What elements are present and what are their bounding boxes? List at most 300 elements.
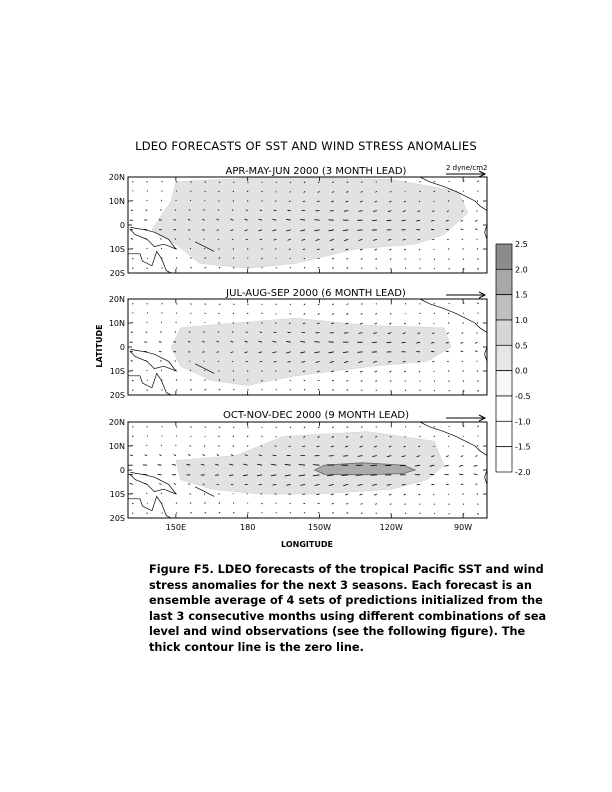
figure-caption xyxy=(149,562,547,656)
forecast-panel-jas xyxy=(109,288,487,400)
wind-vector xyxy=(132,258,133,259)
colorbar-swatch xyxy=(496,421,512,446)
wind-vector xyxy=(159,220,162,221)
wind-vector xyxy=(162,436,163,437)
wind-vector xyxy=(449,303,450,304)
wind-vector xyxy=(361,304,363,305)
wind-vector xyxy=(190,258,191,259)
wind-vector xyxy=(448,322,449,323)
colorbar-label: 0.5 xyxy=(515,341,528,351)
wind-vector xyxy=(190,200,191,201)
wind-vector xyxy=(261,503,262,504)
wind-vector xyxy=(131,360,133,361)
wind-vector xyxy=(132,303,133,304)
wind-vector xyxy=(130,351,133,352)
wind-vector xyxy=(433,494,434,495)
wind-vector xyxy=(304,389,305,390)
wind-vector xyxy=(128,474,133,475)
wind-vector xyxy=(360,371,363,372)
coastline xyxy=(128,251,171,273)
wind-vector xyxy=(233,389,234,390)
latitude-tick: 0 xyxy=(119,466,125,475)
wind-vector xyxy=(448,494,449,495)
wind-vector xyxy=(217,455,219,456)
wind-vector xyxy=(375,313,377,314)
wind-vector xyxy=(162,503,163,504)
wind-vector xyxy=(462,333,463,334)
wind-vector xyxy=(176,513,177,514)
wind-vector xyxy=(375,504,377,505)
wind-vector xyxy=(176,258,177,259)
wind-vector xyxy=(190,445,191,446)
wind-vector xyxy=(390,504,391,505)
wind-vector xyxy=(162,380,163,381)
wind-vector xyxy=(176,191,177,192)
wind-vector xyxy=(419,313,420,314)
colorbar xyxy=(496,240,531,477)
wind-vector xyxy=(205,502,206,503)
colorbar-swatch xyxy=(496,320,512,345)
wind-vector xyxy=(385,465,391,466)
wind-vector xyxy=(389,249,391,250)
wind-vector xyxy=(448,370,449,371)
wind-vector xyxy=(461,456,463,457)
wind-vector xyxy=(247,248,248,249)
wind-vector xyxy=(405,259,406,260)
wind-vector xyxy=(361,381,363,382)
wind-vector xyxy=(477,322,478,323)
wind-vector xyxy=(218,493,219,494)
wind-vector xyxy=(131,238,133,239)
wind-vector xyxy=(431,229,434,230)
panel-title: OCT-NOV-DEC 2000 (9 MONTH LEAD) xyxy=(222,410,410,421)
wind-vector xyxy=(476,333,477,334)
wind-vector xyxy=(331,494,334,495)
wind-vector xyxy=(233,248,234,249)
wind-vector xyxy=(190,248,191,249)
latitude-tick: 20S xyxy=(109,269,125,278)
wind-vector xyxy=(405,513,406,514)
caption-line: stress anomalies for the next 3 seasons. Each forecast is an xyxy=(149,578,532,592)
wind-vector xyxy=(147,436,148,437)
wind-vector xyxy=(346,313,348,314)
wind-vector xyxy=(132,436,133,437)
wind-vector xyxy=(448,446,449,447)
wind-vector xyxy=(434,390,435,391)
wind-vector xyxy=(248,182,249,183)
wind-vector xyxy=(218,445,219,446)
wind-vector xyxy=(172,465,176,466)
wind-vector xyxy=(434,303,435,304)
wind-vector xyxy=(261,380,262,381)
wind-vector xyxy=(189,239,190,240)
wind-vector xyxy=(405,268,406,269)
anomaly-region xyxy=(171,318,451,385)
wind-vector xyxy=(247,322,248,323)
wind-vector xyxy=(204,445,205,446)
wind-vector xyxy=(404,371,406,372)
wind-vector xyxy=(289,201,291,202)
wind-vector xyxy=(304,267,305,268)
wind-vector xyxy=(463,381,464,382)
wind-vector xyxy=(404,249,406,250)
wind-vector xyxy=(147,303,148,304)
latitude-tick: 0 xyxy=(119,343,125,352)
wind-vector xyxy=(260,239,262,240)
colorbar-swatch xyxy=(496,447,512,472)
wind-vector xyxy=(448,436,449,437)
wind-vector xyxy=(391,426,392,427)
wind-vector xyxy=(419,390,420,391)
wind-vector xyxy=(162,191,163,192)
wind-vector xyxy=(233,493,234,494)
wind-vector xyxy=(132,268,133,269)
wind-vector xyxy=(434,313,435,314)
wind-vector xyxy=(176,390,177,391)
wind-vector xyxy=(446,456,449,457)
wind-vector xyxy=(144,229,147,230)
wind-vector xyxy=(162,258,163,259)
wind-vector xyxy=(475,342,477,343)
wind-vector xyxy=(461,220,464,221)
wind-vector xyxy=(347,427,349,428)
wind-vector xyxy=(419,191,420,192)
vector-key-label: 2 dyne/cm2 xyxy=(446,164,488,172)
wind-vector xyxy=(132,248,133,249)
wind-vector xyxy=(474,465,478,466)
latitude-tick: 0 xyxy=(119,221,125,230)
wind-vector xyxy=(158,465,162,466)
wind-vector xyxy=(190,503,191,504)
wind-vector xyxy=(218,200,219,201)
wind-vector xyxy=(233,200,234,201)
wind-vector xyxy=(475,456,477,457)
wind-vector xyxy=(419,494,421,495)
wind-vector xyxy=(143,474,147,475)
wind-vector xyxy=(390,259,391,260)
wind-vector xyxy=(261,191,262,192)
wind-vector xyxy=(475,220,477,221)
wind-vector xyxy=(332,427,334,428)
wind-vector xyxy=(318,304,320,305)
wind-vector xyxy=(430,474,435,475)
wind-vector xyxy=(375,259,377,260)
wind-vector xyxy=(360,323,363,324)
wind-vector xyxy=(405,381,406,382)
wind-vector xyxy=(130,229,133,230)
wind-vector xyxy=(159,455,161,456)
wind-vector xyxy=(448,200,449,201)
wind-vector xyxy=(233,313,234,314)
wind-vector xyxy=(419,249,420,250)
wind-vector xyxy=(248,267,249,268)
wind-vector xyxy=(176,436,177,437)
wind-vector xyxy=(303,371,305,372)
anomaly-shading xyxy=(152,177,468,268)
wind-vector xyxy=(188,484,190,485)
wind-vector xyxy=(405,426,406,427)
wind-vector xyxy=(477,181,478,182)
wind-vector xyxy=(160,210,161,211)
forecast-panel-ond xyxy=(109,410,487,523)
coastline xyxy=(130,472,176,494)
wind-vector xyxy=(146,332,148,333)
wind-vector xyxy=(261,248,262,249)
wind-vector xyxy=(448,313,449,314)
x-axis-label: LONGITUDE xyxy=(281,540,333,549)
wind-vector xyxy=(332,268,334,269)
wind-vector xyxy=(418,361,420,362)
wind-vector xyxy=(477,445,478,446)
wind-vector xyxy=(290,389,291,390)
wind-vector xyxy=(345,494,348,495)
wind-vector xyxy=(405,181,406,182)
wind-vector xyxy=(190,513,192,514)
wind-vector xyxy=(131,210,133,211)
longitude-tick: 180 xyxy=(240,523,256,532)
wind-vector xyxy=(419,426,420,427)
coastline xyxy=(128,373,171,395)
forecast-panel-amj xyxy=(109,164,488,278)
wind-vector xyxy=(290,304,291,305)
wind-vector xyxy=(303,249,305,250)
colorbar-label: 1.0 xyxy=(515,316,528,325)
wind-vector xyxy=(318,512,320,513)
wind-vector xyxy=(147,426,148,427)
wind-vector xyxy=(405,390,406,391)
wind-vector xyxy=(248,389,249,390)
latitude-tick: 20S xyxy=(109,514,125,523)
wind-vector xyxy=(132,200,133,201)
wind-vector xyxy=(248,427,249,428)
wind-vector xyxy=(477,426,478,427)
wind-vector xyxy=(247,191,248,192)
wind-vector xyxy=(247,370,248,371)
wind-vector xyxy=(274,210,277,211)
wind-vector xyxy=(290,512,291,513)
wind-vector xyxy=(276,258,277,259)
wind-vector xyxy=(147,268,148,269)
wind-vector xyxy=(188,454,190,455)
wind-vector xyxy=(419,268,420,269)
caption-line: last 3 consecutive months using different combinations of sea xyxy=(149,609,547,623)
wind-vector xyxy=(204,493,205,494)
wind-vector xyxy=(449,426,450,427)
wind-vector xyxy=(318,313,320,314)
wind-vector xyxy=(332,304,334,305)
wind-vector xyxy=(375,249,377,250)
wind-vector xyxy=(205,427,206,428)
wind-vector xyxy=(449,259,450,260)
wind-vector xyxy=(434,268,435,269)
wind-vector xyxy=(434,371,435,372)
wind-vector xyxy=(233,304,234,305)
wind-vector xyxy=(147,445,148,446)
latitude-tick: 20N xyxy=(108,295,125,304)
wind-vector xyxy=(290,267,291,268)
latitude-tick: 20S xyxy=(109,391,125,400)
wind-vector xyxy=(477,191,478,192)
wind-vector xyxy=(419,436,420,437)
wind-vector xyxy=(405,313,406,314)
wind-vector xyxy=(290,313,291,314)
wind-vector xyxy=(375,323,377,324)
colorbar-label: 2.0 xyxy=(515,265,528,275)
wind-vector xyxy=(477,504,478,505)
wind-vector xyxy=(418,239,420,240)
wind-vector xyxy=(147,503,148,504)
wind-vector xyxy=(132,503,133,504)
wind-vector xyxy=(233,445,234,446)
wind-vector xyxy=(374,494,377,495)
wind-vector xyxy=(273,455,277,456)
wind-vector xyxy=(477,248,478,249)
wind-vector xyxy=(461,342,464,343)
wind-vector xyxy=(404,323,406,324)
wind-vector xyxy=(375,381,377,382)
colorbar-swatch xyxy=(496,244,512,269)
wind-vector xyxy=(189,361,190,362)
wind-vector xyxy=(434,436,435,437)
wind-vector xyxy=(459,465,463,466)
wind-vector xyxy=(476,211,477,212)
wind-vector xyxy=(276,503,277,504)
latitude-tick: 10S xyxy=(109,245,125,254)
wind-vector xyxy=(274,332,277,333)
wind-vector xyxy=(389,494,391,495)
panel-title: APR-MAY-JUN 2000 (3 MONTH LEAD) xyxy=(225,166,407,177)
anomaly-region xyxy=(152,177,468,268)
colorbar-swatch xyxy=(496,371,512,396)
y-axis-label: LATITUDE xyxy=(95,324,104,368)
wind-vector xyxy=(332,390,334,391)
wind-vector xyxy=(147,258,148,259)
vector-key-arrow xyxy=(446,415,485,421)
wind-vector xyxy=(361,313,363,314)
wind-vector xyxy=(205,379,206,380)
wind-vector xyxy=(463,493,464,494)
colorbar-label: -0.5 xyxy=(515,392,531,401)
wind-vector xyxy=(419,181,420,182)
wind-vector xyxy=(477,313,478,314)
wind-vector xyxy=(219,267,220,268)
wind-vector xyxy=(144,351,147,352)
wind-vector xyxy=(289,323,291,324)
latitude-tick: 10S xyxy=(109,490,125,499)
colorbar-swatch xyxy=(496,295,512,320)
colorbar-swatch xyxy=(496,345,512,370)
colorbar-label: 0.0 xyxy=(515,366,528,376)
wind-vector xyxy=(247,313,248,314)
wind-vector xyxy=(477,390,478,391)
wind-vector xyxy=(190,370,191,371)
wind-vector xyxy=(190,493,191,494)
wind-vector xyxy=(190,390,192,391)
wind-vector xyxy=(463,259,464,260)
wind-vector xyxy=(147,191,148,192)
wind-vector xyxy=(147,380,148,381)
wind-vector xyxy=(276,380,277,381)
wind-vector xyxy=(347,304,349,305)
wind-vector xyxy=(463,504,464,505)
wind-vector xyxy=(477,370,478,371)
wind-vector xyxy=(260,361,262,362)
wind-vector xyxy=(390,381,391,382)
wind-vector xyxy=(147,493,148,494)
vector-key-arrow xyxy=(446,292,485,298)
wind-vector xyxy=(205,182,206,183)
wind-vector xyxy=(218,370,219,371)
panel-title: JUL-AUG-SEP 2000 (6 MONTH LEAD) xyxy=(226,288,406,299)
wind-vector xyxy=(447,333,449,334)
colorbar-swatch xyxy=(496,269,512,294)
wind-vector xyxy=(449,513,450,514)
wind-vector xyxy=(475,351,477,352)
wind-vector xyxy=(205,267,206,268)
wind-vector xyxy=(147,390,148,391)
wind-vector xyxy=(391,181,392,182)
wind-vector xyxy=(175,361,176,362)
colorbar-label: 2.5 xyxy=(515,240,528,249)
wind-vector xyxy=(132,370,133,371)
wind-vector xyxy=(419,371,420,372)
wind-vector xyxy=(290,380,291,381)
longitude-tick: 120W xyxy=(379,523,403,532)
longitude-tick: 90W xyxy=(454,523,473,532)
wind-vector xyxy=(361,182,363,183)
wind-vector xyxy=(160,239,161,240)
wind-vector xyxy=(190,322,191,323)
wind-vector xyxy=(361,504,363,505)
wind-vector xyxy=(405,504,406,505)
colorbar-label: -1.5 xyxy=(515,442,531,452)
wind-vector xyxy=(434,513,435,514)
wind-vector xyxy=(162,313,163,314)
wind-vector xyxy=(304,313,305,314)
wind-vector xyxy=(449,268,450,269)
colorbar-label: 1.5 xyxy=(515,290,528,300)
wind-vector xyxy=(332,313,334,314)
wind-vector xyxy=(190,380,191,381)
wind-vector xyxy=(304,427,305,428)
wind-vector xyxy=(132,426,133,427)
wind-vector xyxy=(304,304,305,305)
wind-vector xyxy=(419,323,420,324)
wind-vector xyxy=(391,303,392,304)
wind-vector xyxy=(160,361,161,362)
wind-vector xyxy=(261,322,262,323)
caption-line: level and wind observations (see the following figure). The xyxy=(149,625,526,639)
wind-vector xyxy=(190,268,192,269)
wind-vector xyxy=(132,181,133,182)
wind-vector xyxy=(449,181,450,182)
wind-vector xyxy=(233,191,234,192)
wind-vector xyxy=(159,342,162,343)
wind-vector xyxy=(446,351,449,352)
wind-vector xyxy=(261,436,262,437)
wind-vector xyxy=(131,332,133,333)
wind-vector xyxy=(303,494,306,495)
wind-vector xyxy=(233,427,234,428)
wind-vector xyxy=(248,304,249,305)
wind-vector xyxy=(176,380,177,381)
wind-vector xyxy=(318,427,320,428)
figure-title: LDEO FORECASTS OF SST AND WIND STRESS ANOMALIES xyxy=(135,139,477,153)
latitude-tick: 10N xyxy=(108,197,125,206)
wind-vector xyxy=(203,454,205,455)
wind-vector xyxy=(132,513,133,514)
colorbar-label: -2.0 xyxy=(515,468,531,477)
